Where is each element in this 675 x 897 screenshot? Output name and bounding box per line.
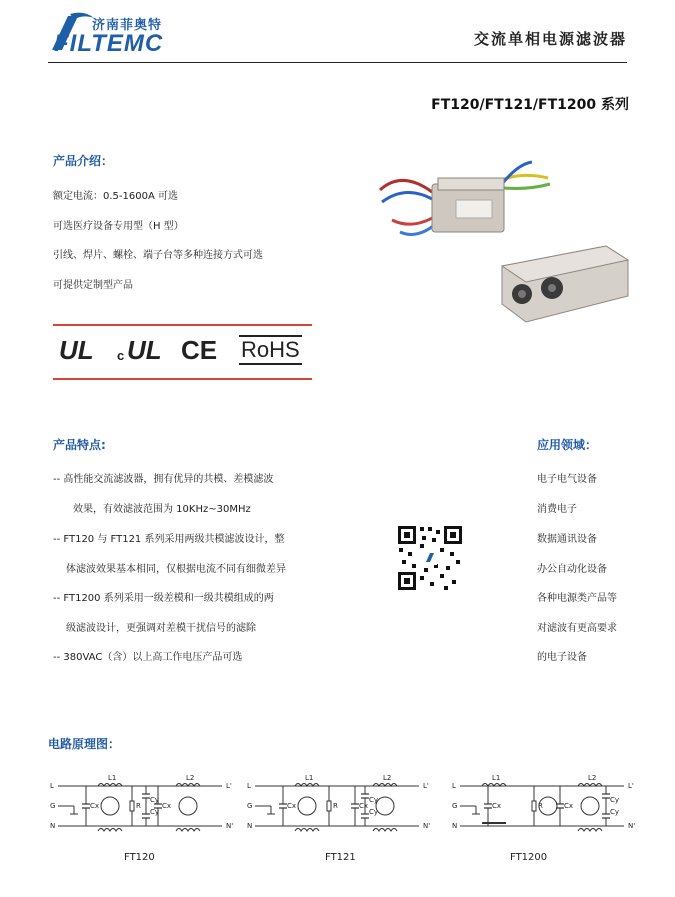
applications-heading: 应用领域： <box>537 438 598 452</box>
node-label-n: N <box>50 822 56 830</box>
document-title: 交流单相电源滤波器 <box>473 30 627 48</box>
logo-english-name: FILTEMC <box>54 30 164 57</box>
node-label-n: N <box>247 822 253 830</box>
node-label-n-out: N' <box>226 822 234 830</box>
caption-ft121: FT121 <box>325 852 356 863</box>
node-label-l: L <box>247 782 251 790</box>
node-label-l-out: L' <box>423 782 429 790</box>
capacitor-label-cy: Cy <box>610 796 620 804</box>
product-photo-terminal-filter <box>496 240 630 328</box>
capacitor-label-cx: Cx <box>90 802 100 810</box>
logo-chinese-name: 济南菲奥特 <box>92 18 163 33</box>
inductor-winding <box>98 829 122 832</box>
node-label-l: L <box>50 782 54 790</box>
node-label-n: N <box>452 822 458 830</box>
cul-prefix: c <box>117 348 125 363</box>
circuit-heading: 电路原理图： <box>48 737 121 751</box>
node-label-g: G <box>50 802 56 810</box>
capacitor-label-cx: Cx <box>492 802 502 810</box>
features-heading: 产品特点: <box>53 438 106 452</box>
inductor-label-l1: L1 <box>305 774 314 782</box>
node-label-n-out: N' <box>423 822 431 830</box>
intro-line: 引线、焊片、螺栓、端子台等多种连接方式可选 <box>53 250 263 261</box>
cm-choke-core <box>376 797 394 815</box>
node-label-l: L <box>452 782 456 790</box>
application-item: 的电子设备 <box>537 652 587 663</box>
intro-line: 可提供定制型产品 <box>53 280 133 291</box>
feature-line: -- 高性能交流滤波器，拥有优异的共模、差模滤波 <box>53 474 274 485</box>
inductor-winding <box>176 829 200 832</box>
feature-line: -- FT1200 系列采用一级差模和一级共模组成的两 <box>53 593 274 604</box>
resistor-label-r: R <box>333 802 338 810</box>
inductor-winding <box>295 829 319 832</box>
qr-code <box>396 524 464 592</box>
caption-ft120: FT120 <box>124 852 155 863</box>
header-divider <box>48 62 627 63</box>
node-label-l-out: L' <box>628 782 634 790</box>
inductor-label-l2: L2 <box>588 774 597 782</box>
application-item: 消费电子 <box>537 504 577 515</box>
inductor-label-l2: L2 <box>383 774 392 782</box>
capacitor-label-cx: Cx <box>162 802 172 810</box>
capacitor-label-cy: Cy <box>150 808 160 816</box>
feature-line: 效果，有效滤波范围为 10KHz~30MHz <box>73 504 251 515</box>
node-label-l-out: L' <box>226 782 232 790</box>
rohs-mark: RoHS <box>239 335 302 365</box>
circuit-ft1200 <box>452 770 642 840</box>
node-label-g: G <box>247 802 253 810</box>
node-label-g: G <box>452 802 458 810</box>
resistor-label-r: R <box>136 802 141 810</box>
resistor-label-r: R <box>538 802 543 810</box>
inductor-winding <box>578 829 602 832</box>
intro-heading: 产品介绍： <box>53 154 114 168</box>
bleeder-resistor <box>327 801 331 811</box>
circuit-ft121 <box>247 770 437 840</box>
caption-ft1200: FT1200 <box>510 852 548 863</box>
capacitor-label-cy: Cy <box>369 808 379 816</box>
intro-line: 可选医疗设备专用型（H 型） <box>53 221 184 232</box>
application-item: 数据通讯设备 <box>537 534 597 545</box>
cm-choke-core <box>581 797 599 815</box>
application-item: 对滤波有更高要求 <box>537 623 617 634</box>
schematic-svg <box>247 770 437 840</box>
inductor-label-l1: L1 <box>492 774 501 782</box>
product-photo-leaded-filter <box>372 160 552 250</box>
inductor-label-l1: L1 <box>108 774 117 782</box>
intro-line: 额定电流：0.5-1600A 可选 <box>53 191 178 202</box>
series-title: FT120/FT121/FT1200 系列 <box>431 97 629 113</box>
ul-mark: UL <box>59 335 94 365</box>
feature-line: -- 380VAC（含）以上高工作电压产品可选 <box>53 652 243 663</box>
cm-choke-core <box>179 797 197 815</box>
cm-choke-core <box>101 797 119 815</box>
capacitor-label-cy: Cy <box>369 796 379 804</box>
circuit-ft120 <box>50 770 240 840</box>
capacitor-label-cx: Cx <box>359 802 369 810</box>
application-item: 办公自动化设备 <box>537 564 607 575</box>
capacitor-label-cy: Cy <box>150 796 160 804</box>
application-item: 各种电源类产品等 <box>537 593 617 604</box>
feature-line: -- FT120 与 FT121 系列采用两级共模滤波设计，整 <box>53 534 285 545</box>
node-label-n-out: N' <box>628 822 636 830</box>
cul-mark: UL <box>127 335 162 365</box>
inductor-label-l2: L2 <box>186 774 195 782</box>
bleeder-resistor <box>532 801 536 811</box>
feature-line: 体滤波效果基本相同，仅根据电流不同有细微差异 <box>66 564 286 575</box>
feature-line: 级滤波设计，更强调对差模干扰信号的滤除 <box>66 623 256 634</box>
cm-choke-core <box>298 797 316 815</box>
inductor-winding <box>373 829 397 832</box>
capacitor-label-cx: Cx <box>564 802 574 810</box>
capacitor-label-cy: Cy <box>610 808 620 816</box>
bleeder-resistor <box>130 801 134 811</box>
capacitor-label-cx: Cx <box>287 802 297 810</box>
certification-bar <box>53 324 312 380</box>
application-item: 电子电气设备 <box>537 474 597 485</box>
schematic-svg <box>50 770 240 840</box>
schematic-svg <box>452 770 642 840</box>
ce-mark: CE <box>181 335 218 365</box>
